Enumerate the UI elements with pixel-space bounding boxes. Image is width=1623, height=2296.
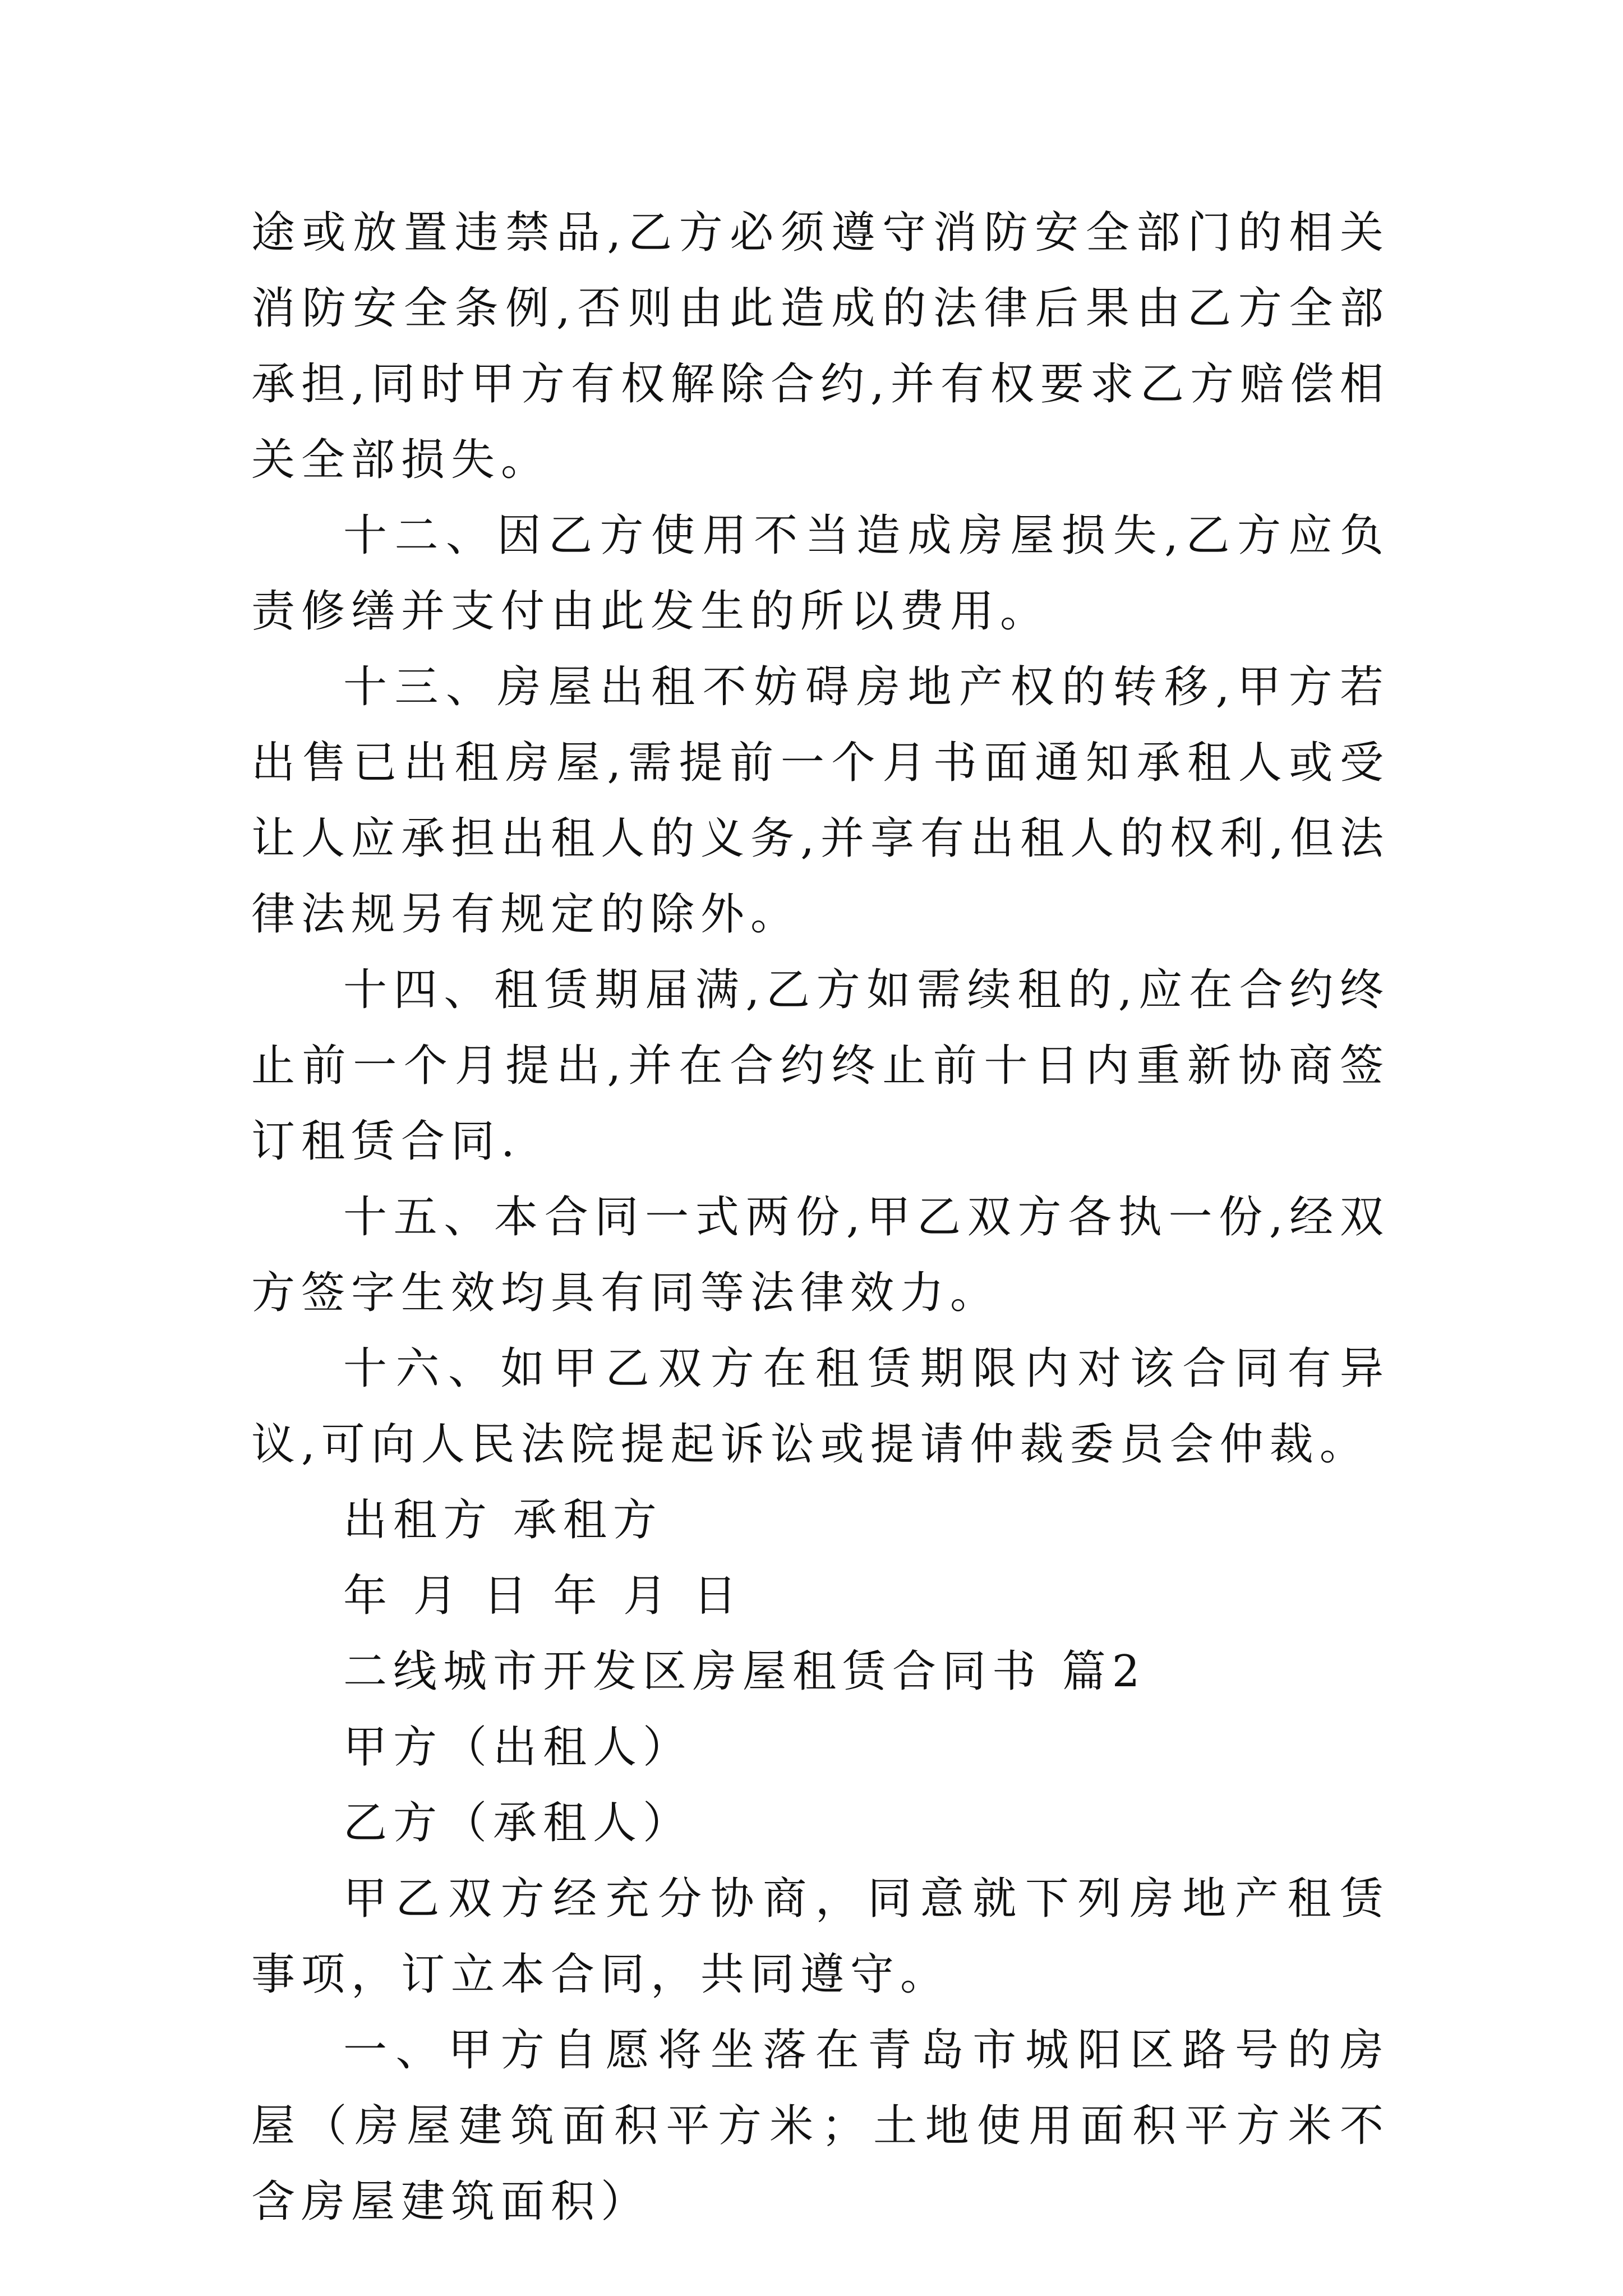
party-a-line: 甲方（出租人）: [343, 1722, 693, 1773]
paragraph-clause-16: 十六、如甲乙双方在租赁期限内对该合同有异议,可向人民法院提起诉讼或提请仲裁委员会仲裁。: [251, 1343, 1390, 1470]
paragraph-clause-15: 十五、本合同一式两份,甲乙双方各执一份,经双方签字生效均具有同等法律效力。: [251, 1192, 1390, 1318]
paragraph-clause-1: 一、甲方自愿将坐落在青岛市城阳区路号的房屋（房屋建筑面积平方米；土地使用面积平方米不含房屋建筑面积）: [251, 2025, 1390, 2227]
signature-parties-line: 出租方 承租方: [343, 1495, 663, 1545]
paragraph-clause-12: 十二、因乙方使用不当造成房屋损失,乙方应负责修缮并支付由此发生的所以费用。: [251, 510, 1390, 637]
paragraph-agreement-intro: 甲乙双方经充分协商，同意就下列房地产租赁事项，订立本合同，共同遵守。: [251, 1874, 1390, 2000]
signature-date-line: 年 月 日 年 月 日: [343, 1571, 743, 1621]
paragraph-clause-13: 十三、房屋出租不妨碍房地产权的转移,甲方若出售已出租房屋,需提前一个月书面通知承租人或受让人应承担出租人的义务,并享有出租人的权利,但法律法规另有规定的除外。: [251, 662, 1390, 940]
paragraph-fire-safety-continued: 途或放置违禁品,乙方必须遵守消防安全部门的相关消防安全条例,否则由此造成的法律后果由乙方全部承担,同时甲方有权解除合约,并有权要求乙方赔偿相关全部损失。: [251, 208, 1390, 485]
section-heading-part-2: 二线城市开发区房屋租赁合同书 篇2: [343, 1646, 1146, 1697]
party-b-line: 乙方（承租人）: [343, 1798, 693, 1848]
document-page: [251, 195, 1390, 2240]
paragraph-clause-14: 十四、租赁期届满,乙方如需续租的,应在合约终止前一个月提出,并在合约终止前十日内重新协商签订租赁合同.: [251, 965, 1390, 1167]
